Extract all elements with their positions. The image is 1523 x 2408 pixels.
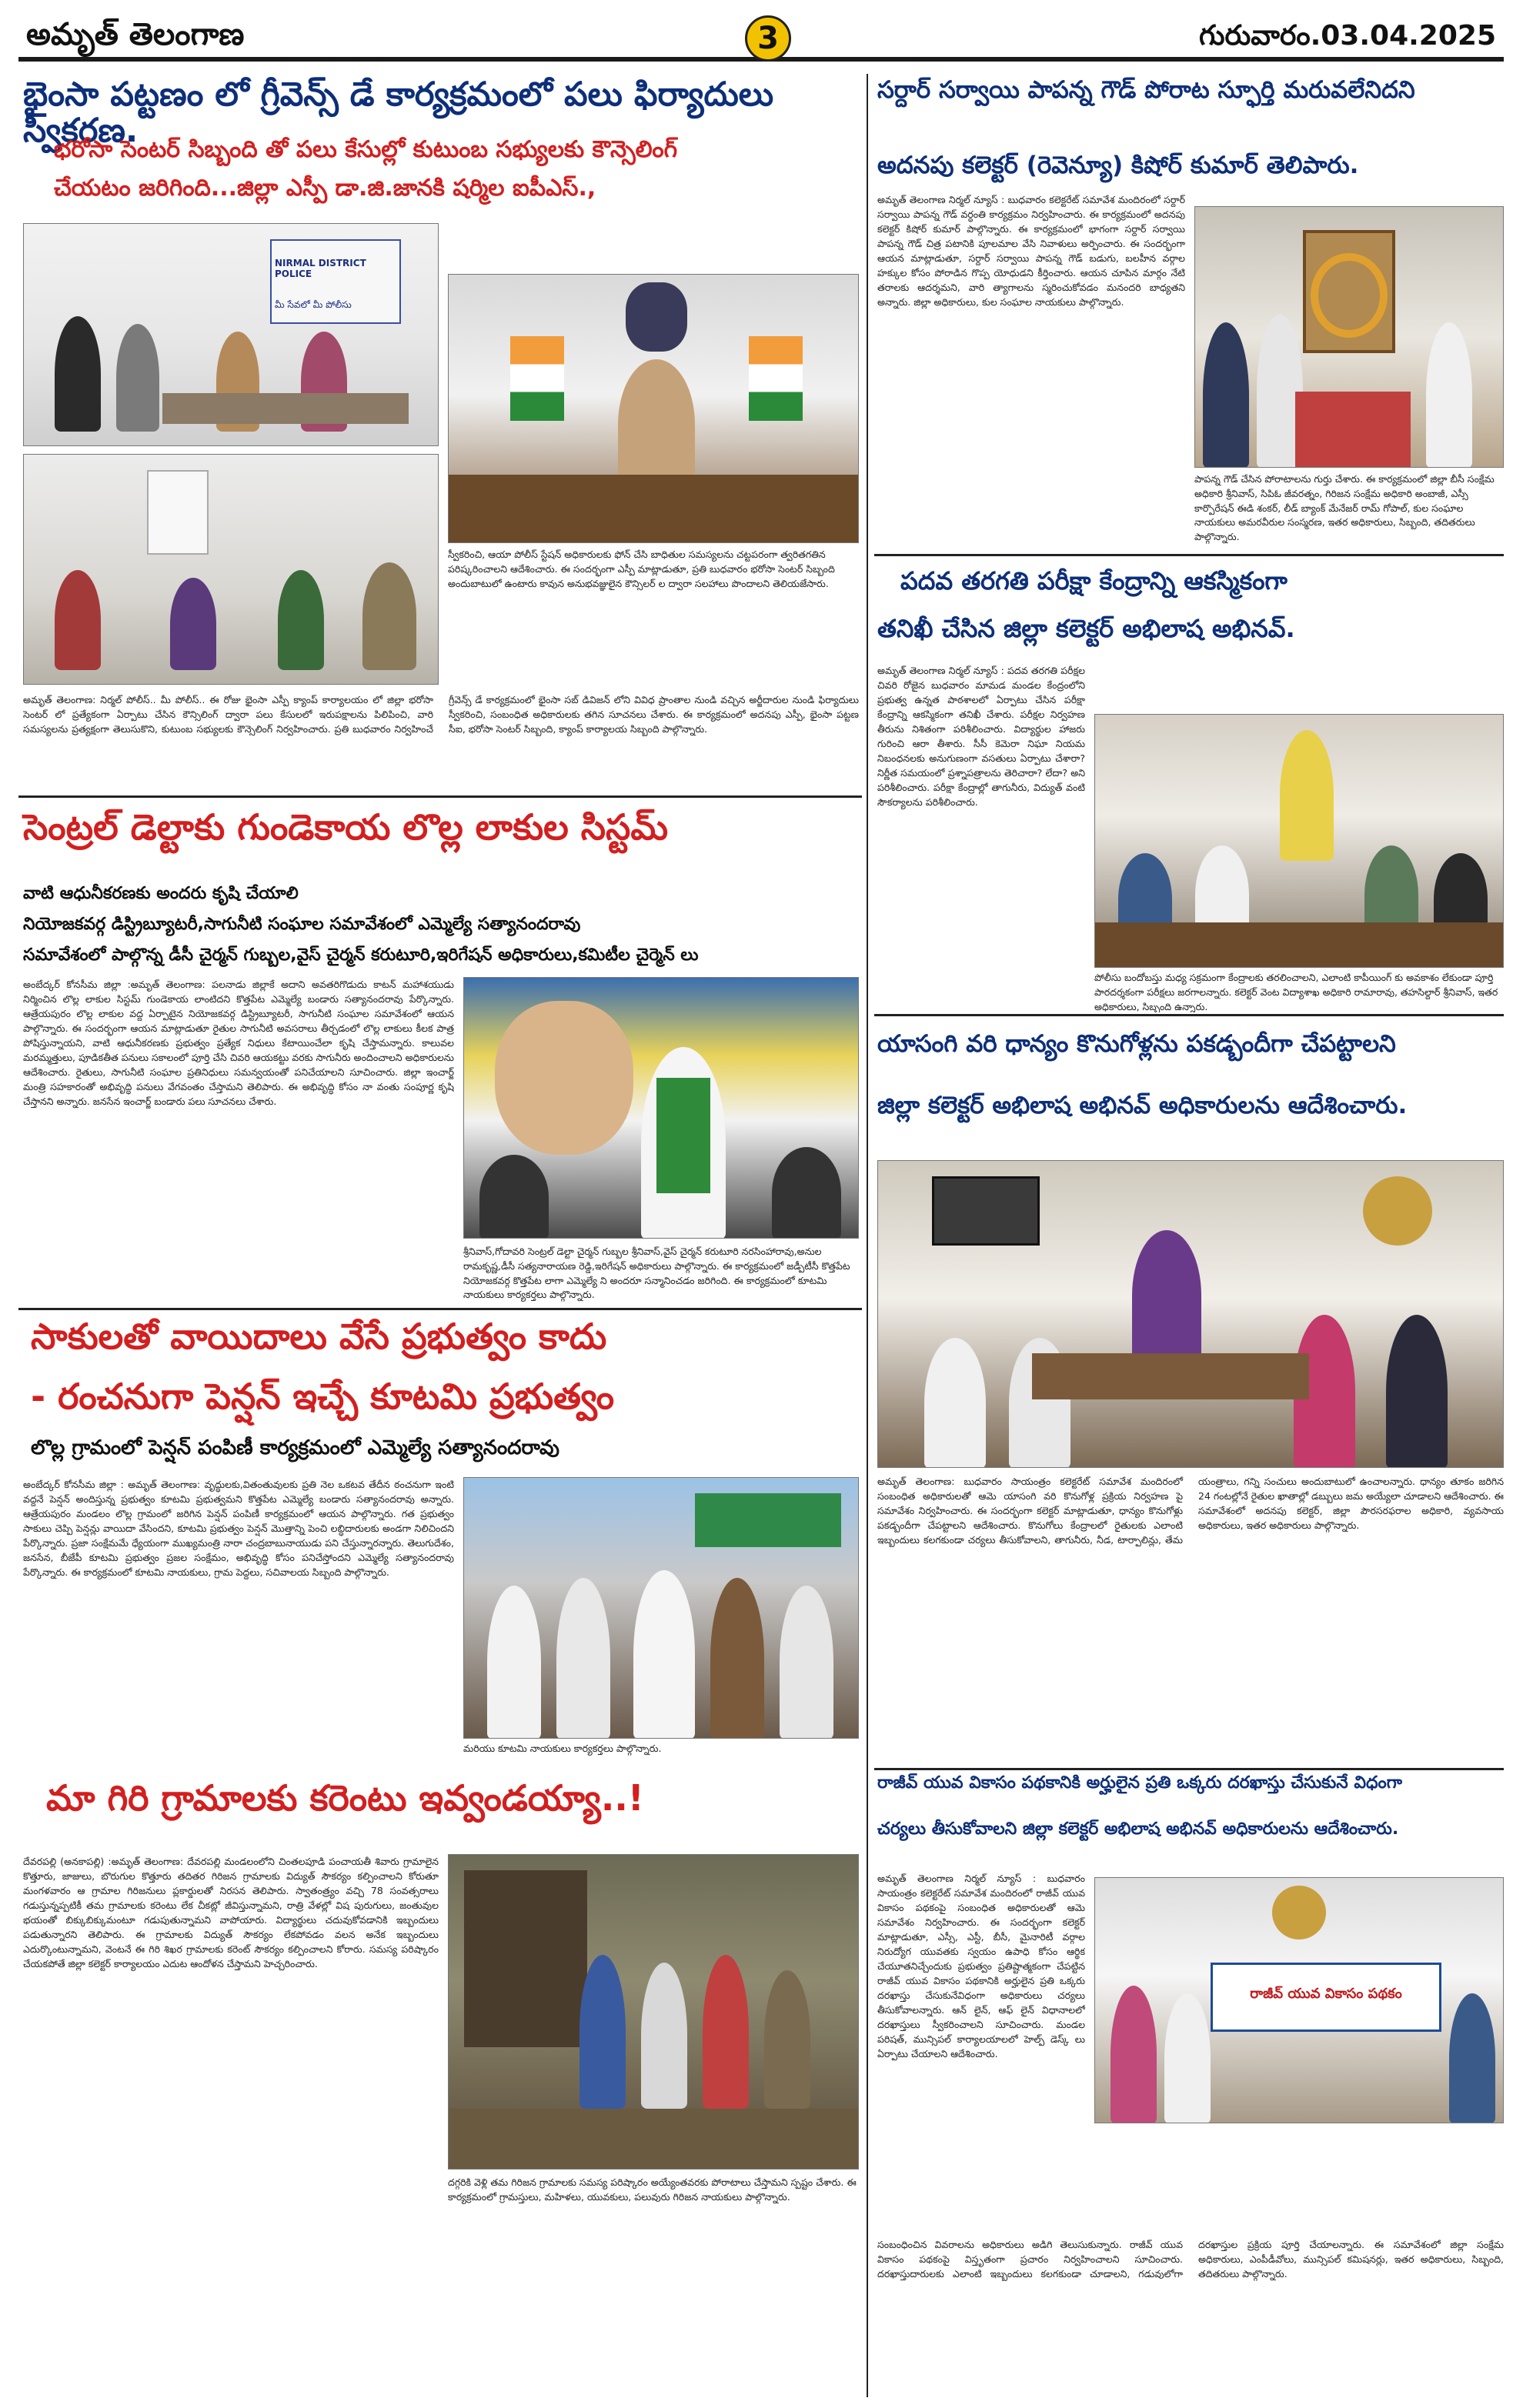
emblem	[1272, 1886, 1326, 1939]
pension-distribution-photo	[463, 1477, 859, 1739]
counselling-photo	[23, 223, 439, 446]
person-figure	[1203, 322, 1249, 468]
article-body: అంబేద్కర్ కోనసీమ జిల్లా : అమృత్ తెలంగాణ: వృద్ధులకు,వితంతువులకు ప్రతి నెల ఒకటవ తేదీన ఠంచనుగా ఇంటి వద్దనే పెన్షన్ అందిస్తున్న ప్రభుత్వం కూటమి ప్రభుత్వమని కొత్తపేట ఎమ్మెల్యే బండారు సత్యానందరావు అన్నారు. ఆత్రేయపురం మండలం లొల్ల గ్రామంలో జరిగిన పెన్షన్ పంపిణీ కార్యక్రమంలో ఆయన పాల్గొన్నారు. గత ప్రభుత్వం సాకులు చెప్పి పెన్షన్లు వాయిదా వేసిందని, కూటమి ప్రభుత్వం పెన్షన్ మొత్తాన్ని పెంచి లబ్ధిదారులకు అండగా నిలిచిందని పేర్కొన్నారు. ప్రజా సంక్షేమమే ధ్యేయంగా ముఖ్యమంత్రి నారా చంద్రబాబునాయుడు పని చేస్తున్నారన్నారు. తెలుగుదేశం, జనసేన, బీజేపీ కూటమి ప్రభుత్వం ప్రజల సంక్షేమం, అభివృద్ధి కోసం పనిచేస్తోందని ఎమ్మెల్యే సత్యానందరావు పేర్కొన్నారు. ఈ కార్యక్రమంలో కూటమి నాయకులు, గ్రామ పెద్దలు, సచివాలయ సిబ్బంది పాల్గొన్నారు.	[23, 1479, 454, 1578]
ground	[449, 2109, 859, 2170]
counselling-room-photo	[23, 454, 439, 685]
article-headline: సాకులతో వాయిదాలు వేసే ప్రభుత్వం కాదు	[31, 1316, 607, 1357]
person-figure	[556, 1578, 610, 1739]
screen	[932, 1176, 1040, 1246]
photo-caption: పోలీసు బందోబస్తు మధ్య సక్రమంగా కేంద్రాలకు తరలించాలని, ఎలాంటి కాపీయింగ్ కు అవకాశం లేకుండా పూర్తి పారదర్శకంగా పరీక్షలు జరగాలన్నారు. కలెక్టర్ వెంట విద్యాశాఖ అధికారి రామారావు, తహసిల్దార్ శ్రీనివాస్, ఇతర అధికారులు, సిబ్బంది ఉన్నారు.	[1094, 972, 1498, 1012]
article-headline: జిల్లా కలెక్టర్ అభిలాష అభినవ్ అధికారులను ఆదేశించారు.	[877, 1092, 1408, 1119]
page-number: 3	[745, 15, 791, 62]
desk	[162, 393, 409, 424]
article-subheadline: నియోజకవర్గ డిస్ట్రిబ్యూటరీ,సాగునీటి సంఘాల సమావేశంలో ఎమ్మెల్యే సత్యానందరావు	[23, 915, 581, 934]
issue-date: గురువారం.03.04.2025	[1199, 20, 1496, 52]
article-body: అమృత్ తెలంగాణ నిర్మల్ న్యూస్ : బుధవారం కలెక్టరేట్ సమావేశ మందిరంలో సర్దార్ సర్వాయి పాపన్న గౌడ్ వర్ధంతి కార్యక్రమం నిర్వహించారు. ఈ కార్యక్రమంలో అదనపు కలెక్టర్ కిషోర్ కుమార్ పాల్గొన్నారు. ఈ కార్యక్రమంలో భాగంగా సర్దార్ సర్వాయి పాపన్న గౌడ్ చిత్ర పటానికి పూలమాల వేసి నివాళులు అర్పించారు. ఈ సందర్భంగా ఆయన మాట్లాడుతూ, సర్దార్ సర్వాయి పాపన్న గౌడ్ బడుగు, బలహీన వర్గాల హక్కుల కోసం పోరాడిన గొప్ప యోధుడని కీర్తించారు. ఆయన చూపిన మార్గం నేటి తరాలకు ఆదర్శమని, వారి త్యాగాలను స్మరించుకోవడం మనందరి బాధ్యతని అన్నారు. జిల్లా అధికారులు, కుల సంఘాల నాయకులు పాల్గొన్నారు.	[877, 194, 1185, 308]
photo-caption: దగ్గరికి వెళ్లి తమ గిరిజన గ్రామాలకు సమస్య పరిష్కారం అయ్యేంతవరకు పోరాటాలు చేస్తామని స్పష్టం చేశారు. ఈ కార్యక్రమంలో గ్రామస్తులు, మహిళలు, యువకులు, పలువురు గిరిజన నాయకులు పాల్గొన్నారు.	[448, 2176, 857, 2203]
person-figure	[1449, 1993, 1495, 2123]
banner-text: NIRMAL DISTRICT POLICE	[275, 258, 366, 279]
section-divider	[874, 1768, 1504, 1770]
article-subheadline: సమావేశంలో పాల్గొన్న డీసీ చైర్మన్ గుబ్బల,వైస్ చైర్మన్ కరుటూరి,ఇరిగేషన్ అధికారులు,కమిటీల చైర్మెన్ లు	[23, 946, 699, 965]
person-figure	[579, 1955, 626, 2109]
window	[147, 470, 209, 555]
person-figure	[278, 570, 324, 670]
shop-sign	[695, 1493, 841, 1547]
article-headline: సెంట్రల్ డెల్టాకు గుండెకాయ లొల్ల లాకుల సిస్టమ్	[23, 806, 669, 848]
masthead	[18, 14, 1504, 62]
article-body: సంబంధించిన వివరాలను అధికారులు అడిగి తెలుసుకున్నారు. రాజీవ్ యువ వికాసం పథకంపై విస్తృతంగా ప్రచారం నిర్వహించాలని సూచించారు. దరఖాస్తుదారులకు ఎలాంటి ఇబ్బందులు కలగకుండా చూడాలని, గడువులోగా దరఖాస్తుల ప్రక్రియ పూర్తి చేయాలన్నారు. ఈ సమావేశంలో జిల్లా సంక్షేమ అధికారులు, ఎంపీడీవోలు, మున్సిపల్ కమిషనర్లు, ఇతర అధికారులు, సిబ్బంది, తదితరులు పాల్గొన్నారు.	[877, 2239, 1504, 2280]
article-body: అమృత్ తెలంగాణ నిర్మల్ న్యూస్ : బుధవారం సాయంత్రం కలెక్టరేట్ సమావేశ మందిరంలో రాజీవ్ యువ వికాసం పథకంపై సంబంధిత అధికారులతో ఆమె సమావేశం నిర్వహించారు. ఈ సందర్భంగా కలెక్టర్ మాట్లాడుతూ, ఎస్సీ, ఎస్టీ, బీసీ, మైనారిటీ వర్గాల నిరుద్యోగ యువతకు స్వయం ఉపాధి కోసం ఆర్థిక చేయూతనిచ్చేందుకు ప్రభుత్వం ప్రతిష్టాత్మకంగా చేపట్టిన రాజీవ్ యువ వికాసం పథకానికి అర్హులైన ప్రతి ఒక్కరు దరఖాస్తు చేసుకునేవిధంగా అధికారులు చర్యలు తీసుకోవాలన్నారు. ఆన్ లైన్, ఆఫ్ లైన్ విధానాలలో దరఖాస్తులు స్వీకరించాలని సూచించారు. మండల పరిషత్, మున్సిపల్ కార్యాలయాలలో హెల్ప్ డెస్క్ లు ఏర్పాటు చేయాలని ఆదేశించారు.	[877, 1873, 1085, 2059]
article-headline: పదవ తరగతి పరీక్షా కేంద్రాన్ని ఆకస్మికంగా	[900, 566, 1288, 595]
section-divider	[18, 1308, 862, 1310]
article-body: అమృత్ తెలంగాణ నిర్మల్ న్యూస్ : పదవ తరగతి పరీక్షల చివరి రోజైన బుధవారం మామడ మండల కేంద్రంలోని ప్రభుత్వ ఉన్నత పాఠశాలలో ఏర్పాటు చేసిన పరీక్షా కేంద్రాన్ని ఆకస్మికంగా తనిఖీ చేశారు. పరీక్షల నిర్వహణ తీరును నిశితంగా పరిశీలించారు. విద్యార్థుల హాజరు గురించి ఆరా తీశారు. సీసీ కెమెరా నిఘా నియమ నిబంధనలకు అనుగుణంగా వసతులు ఏర్పాటు చేశారా? నిర్ణీత సమయంలో ప్రశ్నాపత్రాలను తెరిచారా? లేదా? అని పరిశీలించారు. పరీక్షా కేంద్రాల్లో తాగునీరు, విద్యుత్ వంటి సౌకర్యాలను పరిశీలించారు.	[877, 665, 1085, 808]
person-figure	[116, 324, 159, 432]
person-figure	[1111, 1986, 1157, 2123]
table	[1295, 392, 1411, 468]
office-desk	[449, 475, 859, 543]
garland	[1311, 253, 1388, 338]
police-emblem	[626, 282, 687, 352]
flag-right	[749, 336, 803, 421]
exam-hall-photo	[1094, 714, 1504, 968]
article-headline: - రంచనుగా పెన్షన్ ఇచ్చే కూటమి ప్రభుత్వం	[31, 1376, 615, 1417]
photo-caption: మరియు కూటమి నాయకులు కార్యకర్తలు పాల్గొన్నారు.	[463, 1743, 662, 1754]
article-headline: చర్యలు తీసుకోవాలని జిల్లా కలెక్టర్ అభిలాష అభినవ్ అధికారులను ఆదేశించారు.	[877, 1819, 1399, 1839]
paper-name: అమృత్ తెలంగాణ	[26, 17, 245, 52]
person-figure	[764, 1970, 810, 2109]
article-body: దేవరపల్లి (అనకాపల్లి) :అమృత్ తెలంగాణ: దేవరపల్లి మండలంలోని చింతలపూడి పంచాయతీ శివారు గ్రామాలైన కొత్తూరు, జాజులు, బొరుగుల కొత్తూరు తదితర గిరిజన గ్రామాలకు విద్యుత్ సౌకర్యం కల్పించాలని కోరుతూ మంగళవారం ఆ గ్రామాల గిరిజనులు ప్లకార్డులతో నిరసన తెలిపారు. స్వాతంత్ర్యం వచ్చి 78 సంవత్సరాలు గడుస్తున్నప్పటికీ తమ గ్రామాలకు కరెంటు లేక చీకట్లో జీవిస్తున్నామని, రాత్రి వేళల్లో విష పురుగులు, జంతువుల భయంతో బిక్కుబిక్కుమంటూ గడుపుతున్నామని వాపోయారు. విద్యార్థులు చదువుకోవడానికి ఇబ్బందులు పడుతున్నారని తెలిపారు. ఈ గ్రామాలకు విద్యుత్ సౌకర్యం లేకపోవడం వలన అనేక ఇబ్బందులు ఎదుర్కొంటున్నామని, వెంటనే ఈ గిరి శిఖర గ్రామాలకు కరెంట్ సౌకర్యం కల్పించాలని కోరారు. సమస్య పరిష్కారం చేయకపోతే జిల్లా కలెక్టర్ కార్యాలయం ఎదుట ఆందోళన చేస్తామని హెచ్చరించారు.	[23, 1856, 439, 1969]
person-figure	[641, 1963, 687, 2109]
article-subheadline: వాటి ఆధునీకరణకు అందరు కృషి చేయాలి	[23, 884, 299, 903]
flag-left	[510, 336, 564, 421]
person-figure	[710, 1578, 764, 1739]
village-protest-photo	[448, 1854, 859, 2170]
article-headline: సర్దార్ సర్వాయి పాపన్న గౌడ్ పోరాట స్ఫూర్తి మరువలేనిదని	[877, 76, 1415, 104]
collector-figure	[1280, 730, 1334, 861]
article-body: అమృత్ తెలంగాణ: నిర్మల్ పోలీస్.. మీ పోలీస్.. ఈ రోజు భైంసా ఎస్పీ క్యాంప్ కార్యాలయం లో జిల్లా భరోసా సెంటర్ లో ప్రత్యేకంగా ఏర్పాటు చేసిన కౌన్సిలింగ్ ద్వారా పలు కేసులలో ఇరుపక్షాలను పిలిపించి, వారి సమస్యలను ప్రత్యక్షంగా తెలుసుకొని, కుటుంబ సభ్యులకు కౌన్సెలింగ్ నిర్వహించారు. ప్రతి బుధవారం నిర్వహించే గ్రీవెన్స్ డే కార్యక్రమంలో భైంసా సబ్ డివిజన్ లోని వివిధ ప్రాంతాల నుండి వచ్చిన అర్జీదారుల నుండి ఫిర్యాదులు స్వీకరించి, సంబంధిత అధికారులకు తగిన సూచనలు చేశారు. ఈ కార్యక్రమంలో అదనపు ఎస్పీ, భైంసా పట్టణ సీఐ, భరోసా సెంటర్ సిబ్బంది, క్యాంప్ కార్యాలయ సిబ్బంది పాల్గొన్నారు.	[23, 694, 859, 735]
article-body: అమృత్ తెలంగాణ: బుధవారం సాయంత్రం కలెక్టరేట్ సమావేశ మందిరంలో సంబంధిత అధికారులతో ఆమె యాసంగి వరి కొనుగోళ్ల ప్రక్రియ నిర్వహణ పై సమావేశం నిర్వహించారు. ఈ సందర్భంగా కలెక్టర్ మాట్లాడుతూ, ధాన్యం కొనుగోళ్లు పకడ్బందీగా చేపట్టాలని ఆదేశించారు. కొనుగోలు కేంద్రాలలో రైతులకు ఎలాంటి ఇబ్బందులు కలగకుండా చర్యలు తీసుకోవాలని, తాగునీరు, నీడ, టార్పాలిన్లు, తేమ యంత్రాలు, గన్ని సంచులు అందుబాటులో ఉంచాలన్నారు. ధాన్యం తూకం జరిగిన 24 గంటల్లోనే రైతుల ఖాతాల్లో డబ్బులు జమ అయ్యేలా చూడాలని ఆదేశించారు. ఈ సమావేశంలో అదనపు కలెక్టర్, జిల్లా పౌరసరఫరాల అధికారి, వ్యవసాయ అధికారులు, ఇతర అధికారులు పాల్గొన్నారు.	[877, 1476, 1504, 1546]
article-headline: రాజీవ్ యువ వికాసం పథకానికి అర్హులైన ప్రతి ఒక్కరు దరఖాస్తు చేసుకునే విధంగా	[877, 1773, 1402, 1793]
emblem	[1363, 1176, 1432, 1246]
person-figure	[170, 578, 216, 670]
article-headline: భైంసా పట్టణం లో గ్రీవెన్స్ డే కార్యక్రమంలో పలు ఫిర్యాదులు స్వీకరణ.	[23, 75, 774, 151]
person-figure	[55, 316, 101, 432]
scheme-banner-text: రాజీవ్ యువ వికాసం పథకం	[1250, 1986, 1402, 2002]
article-headline: యాసంగి వరి ధాన్యం కొనుగోళ్లను పకడ్బందీగా చేపట్టాలని	[877, 1030, 1396, 1058]
section-divider	[18, 795, 862, 798]
photo-caption: స్వీకరించి, ఆయా పోలీస్ స్టేషన్ అధికారులకు ఫోన్ చేసి బాధితుల సమస్యలను చట్టపరంగా త్వరితగతిన పరిష్కరించాలని ఆదేశించారు. ఈ సందర్భంగా ఎస్పీ మాట్లాడుతూ, ప్రతి బుధవారం భరోసా సెంటర్ సిబ్బంది అందుబాటులో ఉంటారు కావున అనుభవజ్ఞులైన కౌన్సిలర్ ల ద్వారా సలహాలు పొందాలని తెలియజేసారు.	[448, 549, 835, 589]
collector-figure	[1132, 1230, 1201, 1361]
article-subheadline: భరోసా సెంటర్ సిబ్బంది తో పలు కేసుల్లో కుటుంబ సభ్యులకు కౌన్సెలింగ్	[54, 136, 678, 163]
person-figure	[1426, 322, 1472, 468]
article-headline: అదనపు కలెక్టర్ (రెవెన్యూ) కిషోర్ కుమార్ తెలిపారు.	[877, 152, 1359, 179]
article-headline: మా గిరి గ్రామాలకు కరెంటు ఇవ్వండయ్యా..!	[46, 1777, 644, 1819]
banner-subtext: మీ సేవలో మీ పోలీసు	[275, 299, 352, 310]
person-figure	[703, 1955, 749, 2109]
mla-speech-photo	[463, 977, 859, 1239]
photo-caption: శ్రీనివాస్,గోదావరి సెంట్రల్ డెల్టా చైర్మన్ గుబ్బల శ్రీనివాస్,వైస్ చైర్మన్ కరుటూరి నరసింహారావు,అనుల రామకృష్ణ,డీసీ సత్యనారాయణ రెడ్డి,ఇరిగేషన్ అధికారులు పాల్గొన్నారు. ఈ కార్యక్రమంలో జడ్పీటీసీ కొత్తపేట నియోజకవర్గ కొత్తపేట లాగా ఎమ్మెల్యే ని అందరూ సన్మానించడం జరిగింది. ఈ కార్యక్రమంలో కూటమి నాయకులు కార్యకర్తలు పాల్గొన్నారు.	[463, 1246, 850, 1301]
article-subheadline: చేయటం జరిగింది...జిల్లా ఎస్పీ డా.జి.జానకి షర్మిల ఐపీఎస్.,	[54, 175, 596, 202]
photo-caption: పాపన్న గౌడ్ చేసిన పోరాటాలను గుర్తు చేశారు. ఈ కార్యక్రమంలో జిల్లా బీసీ సంక్షేమ అధికారి శ్రీనివాస్, సిపిఓ జీవరత్నం, గిరిజన సంక్షేమ అధికారి అంబాజీ, ఎస్సీ కార్పొరేషన్ ఈడి శంకర్, లీడ్ బ్యాంక్ మేనేజర్ రామ్ గోపాల్, కుల సంఘాల నాయకులు అమరవీరుల సంస్మరణ, ఇతర అధికారులు, సిబ్బంది, తదితరులు పాల్గొన్నారు.	[1194, 473, 1495, 542]
article-headline: తనిఖీ చేసిన జిల్లా కలెక్టర్ అభిలాష అభినవ్.	[877, 614, 1295, 643]
person-figure	[633, 1570, 695, 1739]
benches	[1095, 922, 1504, 968]
article-body: అంబేద్కర్ కోనసీమ జిల్లా :అమృత్ తెలంగాణ: పలనాడు జిల్లాకే అదాని అవతరిగొడుదు కాటన్ మహాశయుడు నిర్మించిన లొల్ల లాకుల సిస్టమ్ గుండెకాయ లాంటిదని కొత్తపేట ఎమ్మెల్యే బండారు సత్యానందరావు పేర్కొన్నారు. ఆత్రేయపురం లొల్ల లాకుల వద్ద ఏర్పాటైన నియోజకవర్గ డిస్ట్రిబ్యూటరీ, సాగునీటి సంఘాల సమావేశంలో ఆయన పాల్గొన్నారు. ఈ సందర్భంగా ఆయన మాట్లాడుతూ రైతుల సాగునీటి అవసరాలు తీర్చడంలో లొల్ల లాకులు కీలక పాత్ర పోషిస్తున్నాయని, వాటి ఆధునీకరణకు ప్రభుత్వం ప్రత్యేక నిధులు కేటాయించేలా కృషి చేస్తామన్నారు. కాలువల మరమ్మత్తులు, పూడికతీత పనులు సకాలంలో పూర్తి చేసి చివరి ఆయకట్టు వరకు సాగునీరు అందించాలని అధికారులను ఆదేశించారు. రైతులు, సాగునీటి సంఘాల ప్రతినిధులు సమన్వయంతో పనిచేయాలని సూచించారు. జిల్లా ఇంచార్జ్ మంత్రి సహకారంతో అభివృద్ధి పనులు వేగవంతం చేస్తామని తెలిపారు. ఈ అభివృద్ధి కోసం నా వంతు సంపూర్ణ కృషి చేస్తానని అన్నారు. జనసేన ఇంచార్జ్ బండారు పలు సూచనలు చేశారు.	[23, 979, 454, 1107]
rajiv-scheme-photo	[1094, 1877, 1504, 2123]
person-figure	[487, 1586, 541, 1739]
person-figure	[924, 1338, 986, 1468]
officer-figure	[618, 359, 695, 490]
banner-portrait	[495, 1001, 633, 1155]
tribute-photo	[1194, 206, 1504, 468]
column-divider	[867, 74, 868, 2397]
conference-table	[1032, 1353, 1309, 1399]
section-divider	[874, 554, 1504, 556]
section-divider	[874, 1014, 1504, 1016]
review-meeting-photo	[877, 1160, 1504, 1468]
person-figure	[362, 562, 416, 670]
person-figure	[1164, 1993, 1211, 2123]
sp-grievance-photo	[448, 274, 859, 543]
person-figure	[1386, 1315, 1448, 1468]
person-figure	[55, 570, 101, 670]
person-figure	[479, 1155, 549, 1239]
hut	[464, 1870, 587, 2047]
person-figure	[772, 1147, 841, 1239]
article-subheadline: లొల్ల గ్రామంలో పెన్షన్ పంపిణీ కార్యక్రమంలో ఎమ్మెల్యే సత్యానందరావు	[31, 1436, 559, 1459]
green-scarf	[656, 1078, 710, 1193]
person-figure	[780, 1586, 833, 1739]
